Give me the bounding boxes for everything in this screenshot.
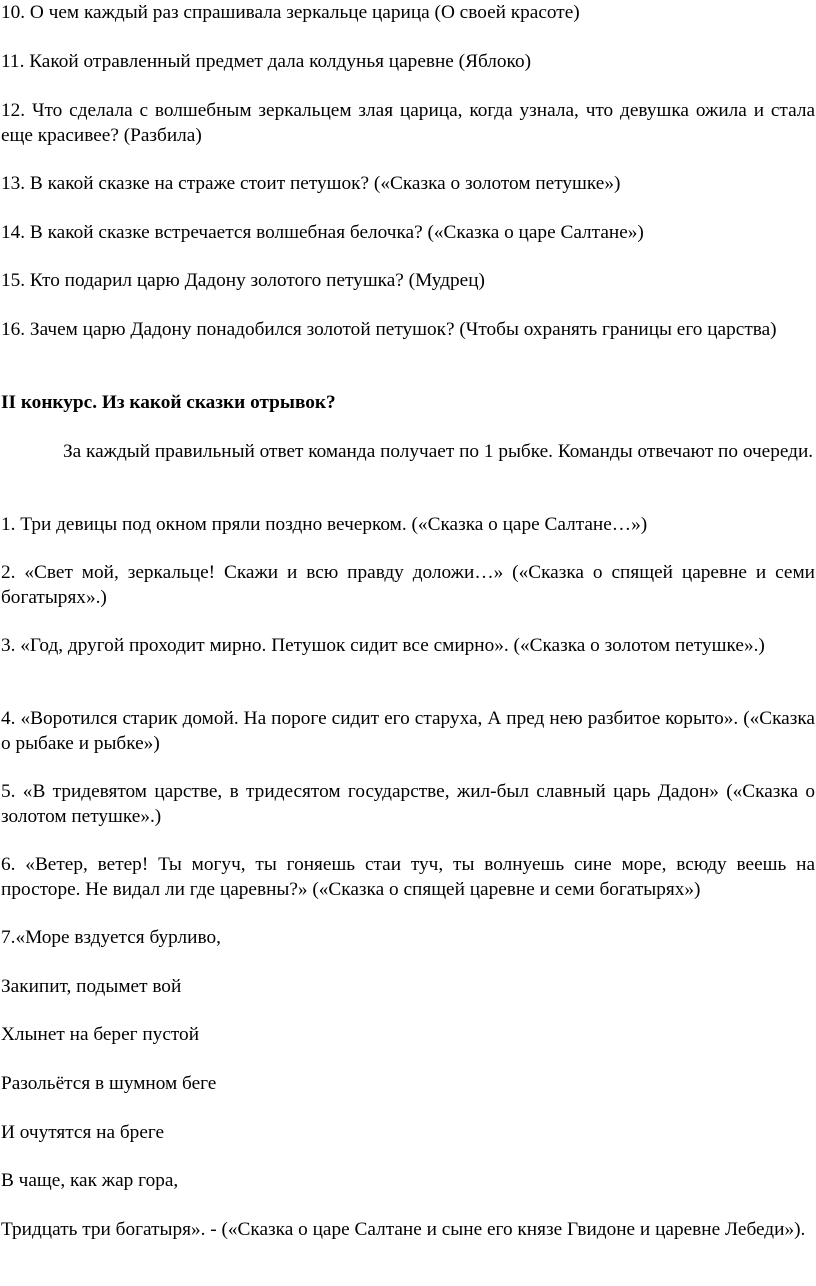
question-11: 11. Какой отравленный предмет дала колдунья царевне (Яблоко)	[1, 51, 532, 72]
question-15: 15. Кто подарил царю Дадону золотого петушка? (Мудрец)	[1, 270, 485, 291]
poem-line-2: Закипит, подымет вой	[1, 976, 182, 997]
excerpt-3: 3. «Год, другой проходит мирно. Петушок сидит все смирно». («Сказка о золотом петушке».)	[1, 635, 765, 656]
excerpt-1: 1. Три девицы под окном пряли поздно вечерком. («Сказка о царе Салтане…»)	[1, 514, 648, 535]
question-10: 10. О чем каждый раз спрашивала зеркальце царица (О своей красоте)	[1, 2, 580, 23]
question-12: 12. Что сделала с волшебным зеркальцем злая царица, когда узнала, что девушка ожила и стала еще красивее? (Разбила)	[1, 100, 815, 146]
question-16: 16. Зачем царю Дадону понадобился золотой петушок? (Чтобы охранять границы его царства)	[1, 319, 777, 340]
excerpt-6: 6. «Ветер, ветер! Ты могуч, ты гоняешь стаи туч, ты волнуешь сине море, всюду веешь на просторе. Не видал ли где царевны?» («Сказка о спящей царевне и семи богатырях»)	[1, 854, 815, 900]
excerpt-2: 2. «Свет мой, зеркальце! Скажи и всю правду доложи…» («Сказка о спящей царевне и семи богатырях».)	[1, 562, 815, 608]
poem-line-3: Хлынет на берег пустой	[1, 1024, 200, 1045]
poem-line-1: 7.«Море вздуется бурливо,	[1, 927, 221, 948]
section-instructions: За каждый правильный ответ команда получает по 1 рыбке. Команды отвечают по очереди.	[63, 441, 814, 462]
excerpt-4: 4. «Воротился старик домой. На пороге сидит его старуха, А пред нею разбитое корыто». («Сказка о рыбаке и рыбке»)	[1, 708, 815, 754]
poem-line-7: Тридцать три богатыря». - («Сказка о царе Салтане и сыне его князе Гвидоне и царевне Лебеди»).	[1, 1219, 806, 1240]
question-14: 14. В какой сказке встречается волшебная белочка? («Сказка о царе Салтане»)	[1, 222, 644, 243]
question-13: 13. В какой сказке на страже стоит петушок? («Сказка о золотом петушке»)	[1, 173, 621, 194]
poem-line-4: Разольётся в шумном беге	[1, 1073, 217, 1094]
poem-line-5: И очутятся на бреге	[1, 1122, 165, 1143]
section-heading: II конкурс. Из какой сказки отрывок?	[1, 392, 336, 413]
poem-line-6: В чаще, как жар гора,	[1, 1170, 179, 1191]
excerpt-5: 5. «В тридевятом царстве, в тридесятом государстве, жил-был славный царь Дадон» («Сказка о золотом петушке».)	[1, 781, 815, 827]
